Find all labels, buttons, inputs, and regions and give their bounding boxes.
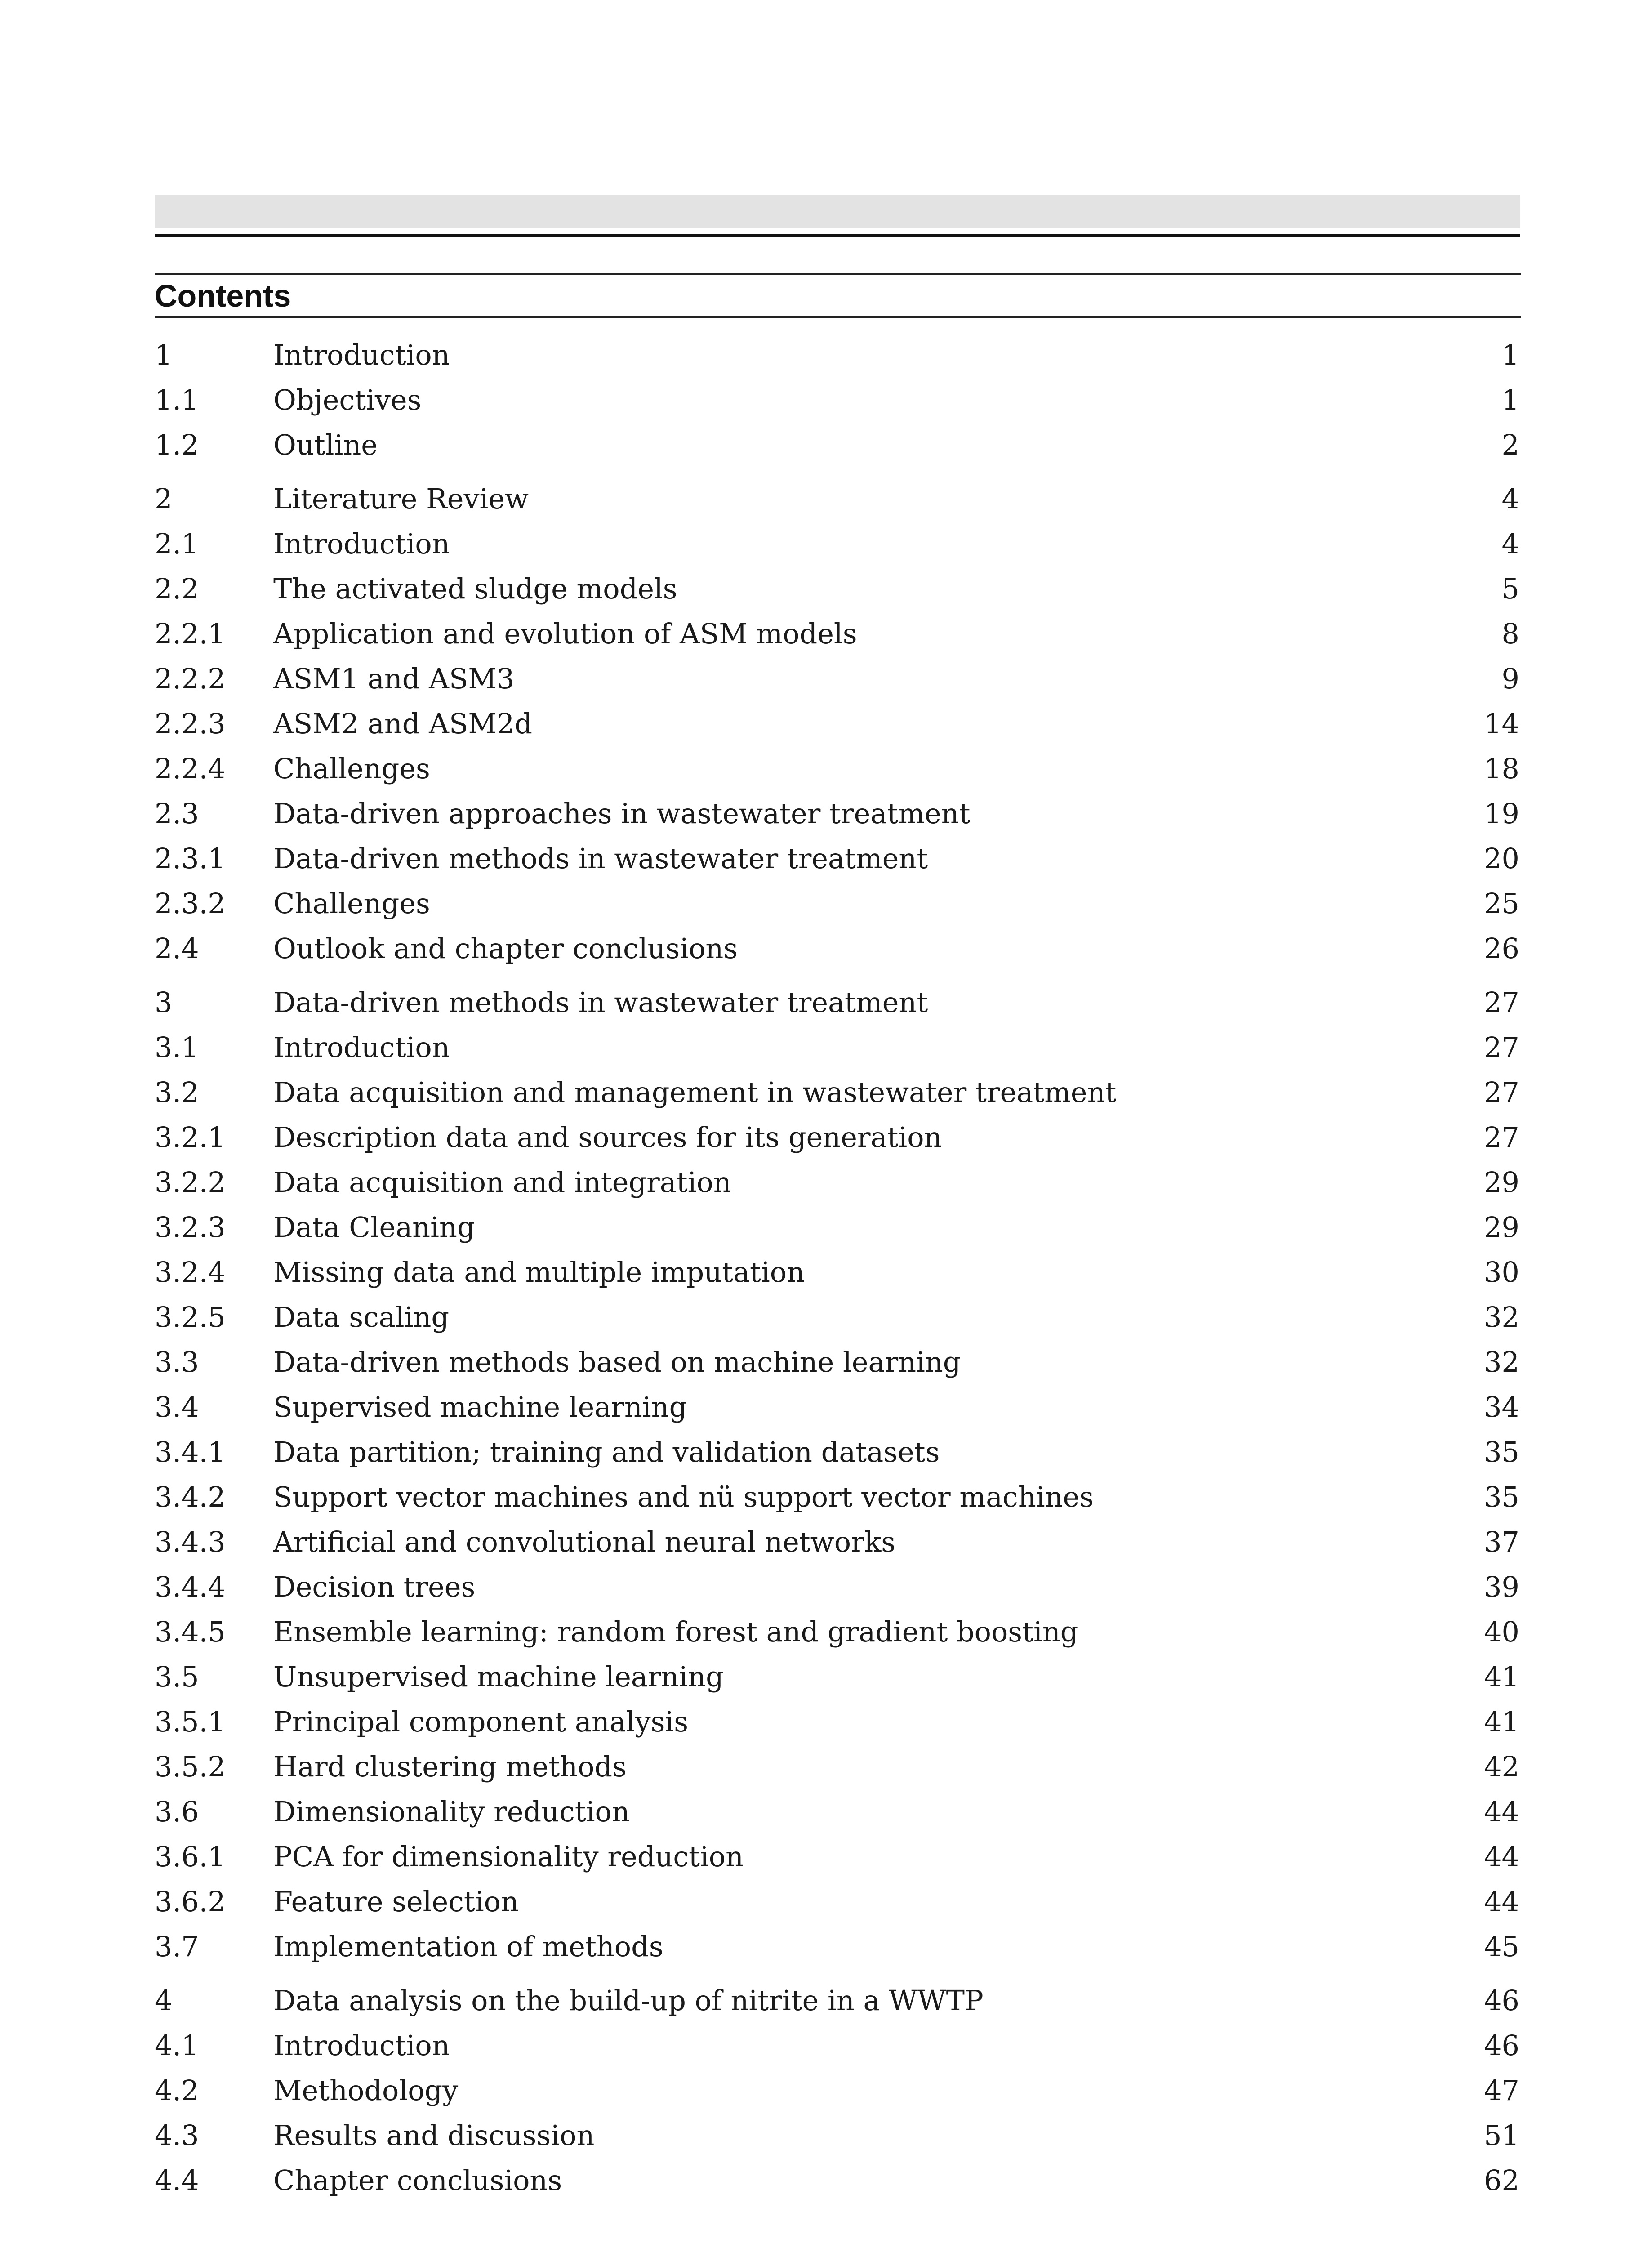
toc-entry-number: 2.1 xyxy=(155,527,199,560)
toc-entry-number: 2.3.2 xyxy=(155,887,226,920)
toc-entry-number: 3.6 xyxy=(155,1795,199,1828)
toc-entry-page: 41 xyxy=(1484,1660,1519,1693)
toc-entry-number: 4.3 xyxy=(155,2119,199,2152)
toc-entry-title: Challenges xyxy=(273,752,430,785)
toc-entry-title: Description data and sources for its generation xyxy=(273,1121,942,1154)
toc-entry-page: 32 xyxy=(1484,1301,1519,1334)
toc-entry[interactable] xyxy=(155,656,1519,701)
toc-entry-page: 8 xyxy=(1501,617,1519,650)
toc-entry[interactable] xyxy=(155,1025,1519,1070)
toc-entry[interactable] xyxy=(155,1520,1519,1565)
toc-entry-title: Methodology xyxy=(273,2074,459,2107)
header-rule xyxy=(155,234,1520,237)
toc-entry-page: 29 xyxy=(1484,1211,1519,1244)
toc-entry[interactable] xyxy=(155,1924,1519,1969)
toc-entry-title: Application and evolution of ASM models xyxy=(273,617,857,650)
toc-entry[interactable] xyxy=(155,1879,1519,1924)
toc-entry-page: 4 xyxy=(1501,482,1519,515)
toc-entry-number: 3.4.2 xyxy=(155,1481,226,1513)
toc-entry-number: 3 xyxy=(155,986,173,1019)
toc-entry-page: 27 xyxy=(1484,1031,1519,1064)
toc-entry-number: 3.7 xyxy=(155,1930,199,1963)
page-title: Contents xyxy=(155,278,291,313)
toc-entry-title: Results and discussion xyxy=(273,2119,595,2152)
toc-entry[interactable] xyxy=(155,701,1519,746)
toc-entry-title: Introduction xyxy=(273,2029,450,2062)
toc-entry[interactable] xyxy=(155,1655,1519,1699)
toc-entry-number: 3.1 xyxy=(155,1031,199,1064)
toc-entry[interactable] xyxy=(155,2023,1519,2068)
toc-entry-number: 3.2.4 xyxy=(155,1256,226,1289)
table-of-contents xyxy=(155,333,1519,2203)
contents-bottom-rule xyxy=(155,316,1521,318)
toc-entry-page: 44 xyxy=(1484,1840,1519,1873)
toc-entry[interactable] xyxy=(155,836,1519,881)
toc-entry-title: Feature selection xyxy=(273,1885,519,1918)
toc-entry[interactable] xyxy=(155,1160,1519,1205)
toc-entry[interactable] xyxy=(155,1295,1519,1340)
toc-entry-title: Data scaling xyxy=(273,1301,450,1334)
toc-entry-page: 45 xyxy=(1484,1930,1519,1963)
toc-entry-number: 3.6.1 xyxy=(155,1840,226,1873)
toc-entry-title: Support vector machines and nü support vector machines xyxy=(273,1481,1094,1513)
toc-entry[interactable] xyxy=(155,1385,1519,1430)
toc-entry-page: 18 xyxy=(1484,752,1519,785)
toc-entry[interactable] xyxy=(155,1250,1519,1295)
toc-entry[interactable] xyxy=(155,2068,1519,2113)
toc-entry[interactable] xyxy=(155,2113,1519,2158)
toc-entry[interactable] xyxy=(155,1565,1519,1610)
toc-entry-page: 25 xyxy=(1484,887,1519,920)
toc-entry-title: Introduction xyxy=(273,1031,450,1064)
toc-entry-number: 2.2 xyxy=(155,572,199,605)
toc-entry[interactable] xyxy=(155,1699,1519,1744)
toc-entry-title: Outlook and chapter conclusions xyxy=(273,932,738,965)
toc-entry-title: Objectives xyxy=(273,384,422,416)
toc-entry[interactable] xyxy=(155,746,1519,791)
toc-entry-number: 2.2.2 xyxy=(155,662,226,695)
toc-entry-number: 4.1 xyxy=(155,2029,199,2062)
toc-entry-number: 2.3.1 xyxy=(155,842,226,875)
toc-entry-number: 2.2.4 xyxy=(155,752,226,785)
toc-entry-number: 1.2 xyxy=(155,428,199,461)
toc-entry-title: Supervised machine learning xyxy=(273,1391,687,1423)
toc-entry-page: 46 xyxy=(1484,2029,1519,2062)
toc-entry[interactable] xyxy=(155,378,1519,423)
toc-entry-title: Data-driven methods based on machine learning xyxy=(273,1346,961,1378)
toc-entry-page: 14 xyxy=(1484,707,1519,740)
toc-entry-page: 1 xyxy=(1501,339,1519,371)
toc-entry[interactable] xyxy=(155,1340,1519,1385)
toc-entry-page: 47 xyxy=(1484,2074,1519,2107)
toc-entry-title: ASM2 and ASM2d xyxy=(273,707,533,740)
toc-entry-title: Introduction xyxy=(273,339,450,371)
toc-entry-title: Chapter conclusions xyxy=(273,2164,562,2197)
toc-entry-page: 5 xyxy=(1501,572,1519,605)
toc-entry-page: 30 xyxy=(1484,1256,1519,1289)
toc-entry-number: 3.2 xyxy=(155,1076,199,1109)
toc-entry-page: 35 xyxy=(1484,1481,1519,1513)
toc-entry-number: 4.2 xyxy=(155,2074,199,2107)
toc-entry[interactable] xyxy=(155,566,1519,611)
toc-entry[interactable] xyxy=(155,980,1519,1025)
toc-entry-number: 1 xyxy=(155,339,173,371)
toc-entry-title: Unsupervised machine learning xyxy=(273,1660,724,1693)
toc-entry-title: Data analysis on the build-up of nitrite in a WWTP xyxy=(273,1984,984,2017)
toc-entry-page: 37 xyxy=(1484,1525,1519,1558)
toc-entry-title: ASM1 and ASM3 xyxy=(273,662,515,695)
toc-entry-number: 2.2.1 xyxy=(155,617,226,650)
toc-entry-title: Principal component analysis xyxy=(273,1705,689,1738)
toc-entry-title: Data-driven methods in wastewater treatment xyxy=(273,842,928,875)
toc-entry-title: Data-driven approaches in wastewater treatment xyxy=(273,797,971,830)
toc-entry-title: Data Cleaning xyxy=(273,1211,475,1244)
toc-entry[interactable] xyxy=(155,1834,1519,1879)
contents-top-rule xyxy=(155,273,1521,275)
toc-entry-number: 2.4 xyxy=(155,932,199,965)
toc-entry[interactable] xyxy=(155,1115,1519,1160)
toc-entry-page: 42 xyxy=(1484,1750,1519,1783)
toc-entry-title: Introduction xyxy=(273,527,450,560)
toc-entry-title: Outline xyxy=(273,428,378,461)
toc-entry-number: 3.3 xyxy=(155,1346,199,1378)
toc-entry[interactable] xyxy=(155,1610,1519,1655)
toc-entry-page: 51 xyxy=(1484,2119,1519,2152)
toc-entry-page: 29 xyxy=(1484,1166,1519,1199)
toc-entry-title: PCA for dimensionality reduction xyxy=(273,1840,744,1873)
toc-entry-page: 26 xyxy=(1484,932,1519,965)
toc-entry-page: 41 xyxy=(1484,1705,1519,1738)
toc-entry-page: 20 xyxy=(1484,842,1519,875)
toc-entry[interactable] xyxy=(155,881,1519,926)
toc-entry-number: 2 xyxy=(155,482,173,515)
toc-entry-title: Dimensionality reduction xyxy=(273,1795,630,1828)
toc-entry[interactable] xyxy=(155,1978,1519,2023)
toc-entry-title: Ensemble learning: random forest and gradient boosting xyxy=(273,1615,1078,1648)
toc-entry-page: 19 xyxy=(1484,797,1519,830)
toc-entry-page: 40 xyxy=(1484,1615,1519,1648)
toc-entry-number: 3.4.3 xyxy=(155,1525,226,1558)
toc-entry-page: 1 xyxy=(1501,384,1519,416)
toc-entry-page: 62 xyxy=(1484,2164,1519,2197)
toc-entry-page: 32 xyxy=(1484,1346,1519,1378)
toc-entry[interactable] xyxy=(155,522,1519,566)
toc-entry-number: 3.5.1 xyxy=(155,1705,226,1738)
toc-entry-number: 3.4.1 xyxy=(155,1436,226,1468)
toc-entry-page: 34 xyxy=(1484,1391,1519,1423)
toc-entry-number: 3.4 xyxy=(155,1391,199,1423)
toc-entry-title: Challenges xyxy=(273,887,430,920)
toc-entry[interactable] xyxy=(155,1205,1519,1250)
toc-entry[interactable] xyxy=(155,1070,1519,1115)
toc-entry-page: 44 xyxy=(1484,1795,1519,1828)
toc-entry[interactable] xyxy=(155,1789,1519,1834)
toc-entry[interactable] xyxy=(155,1430,1519,1475)
toc-entry-number: 2.3 xyxy=(155,797,199,830)
toc-entry-number: 1.1 xyxy=(155,384,199,416)
toc-entry[interactable] xyxy=(155,611,1519,656)
toc-entry-title: Decision trees xyxy=(273,1570,476,1603)
toc-entry-page: 35 xyxy=(1484,1436,1519,1468)
toc-entry-number: 4.4 xyxy=(155,2164,199,2197)
toc-entry-number: 4 xyxy=(155,1984,173,2017)
toc-entry[interactable] xyxy=(155,1744,1519,1789)
toc-entry-title: Data-driven methods in wastewater treatment xyxy=(273,986,928,1019)
toc-entry-number: 3.5.2 xyxy=(155,1750,226,1783)
toc-entry[interactable] xyxy=(155,1475,1519,1520)
toc-entry-number: 3.4.4 xyxy=(155,1570,226,1603)
toc-entry-number: 3.2.1 xyxy=(155,1121,226,1154)
header-band xyxy=(155,195,1520,228)
toc-entry-title: Data acquisition and management in wastewater treatment xyxy=(273,1076,1117,1109)
toc-entry-title: Hard clustering methods xyxy=(273,1750,627,1783)
toc-entry[interactable] xyxy=(155,423,1519,468)
toc-entry-page: 27 xyxy=(1484,1121,1519,1154)
toc-entry-page: 46 xyxy=(1484,1984,1519,2017)
toc-entry-page: 44 xyxy=(1484,1885,1519,1918)
toc-entry[interactable] xyxy=(155,926,1519,971)
toc-entry-title: The activated sludge models xyxy=(273,572,677,605)
toc-entry-page: 27 xyxy=(1484,1076,1519,1109)
toc-entry-number: 3.5 xyxy=(155,1660,199,1693)
toc-entry-title: Artificial and convolutional neural networks xyxy=(273,1525,896,1558)
toc-entry[interactable] xyxy=(155,477,1519,522)
toc-entry[interactable] xyxy=(155,791,1519,836)
toc-entry-page: 39 xyxy=(1484,1570,1519,1603)
toc-entry-number: 3.2.2 xyxy=(155,1166,226,1199)
toc-entry-title: Data partition; training and validation datasets xyxy=(273,1436,940,1468)
toc-entry-number: 2.2.3 xyxy=(155,707,226,740)
toc-entry-title: Data acquisition and integration xyxy=(273,1166,731,1199)
toc-entry[interactable] xyxy=(155,333,1519,378)
toc-entry-title: Literature Review xyxy=(273,482,529,515)
toc-entry-page: 4 xyxy=(1501,527,1519,560)
toc-entry-page: 27 xyxy=(1484,986,1519,1019)
toc-entry-page: 2 xyxy=(1501,428,1519,461)
toc-entry-page: 9 xyxy=(1501,662,1519,695)
toc-entry-title: Implementation of methods xyxy=(273,1930,663,1963)
toc-entry-number: 3.2.5 xyxy=(155,1301,226,1334)
toc-entry-number: 3.4.5 xyxy=(155,1615,226,1648)
toc-entry-number: 3.6.2 xyxy=(155,1885,226,1918)
toc-entry-title: Missing data and multiple imputation xyxy=(273,1256,805,1289)
toc-entry-number: 3.2.3 xyxy=(155,1211,226,1244)
toc-entry[interactable] xyxy=(155,2158,1519,2203)
